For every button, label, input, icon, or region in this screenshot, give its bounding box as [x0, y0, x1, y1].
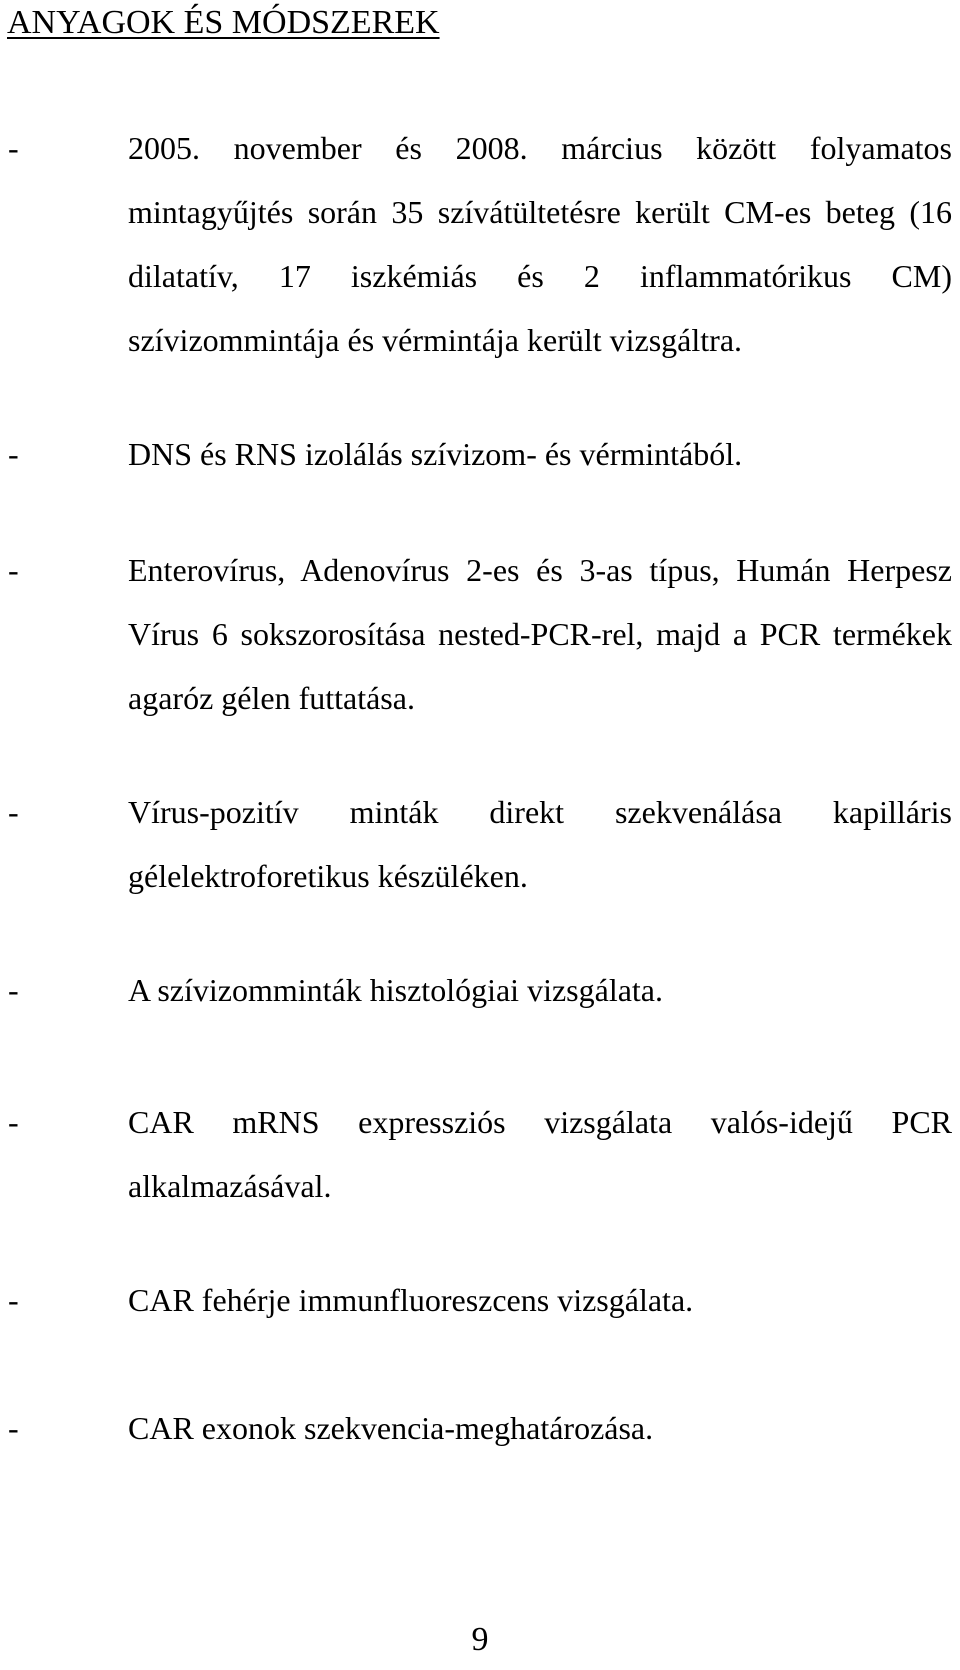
bullet-dash: - [8, 552, 19, 588]
section-heading: ANYAGOK ÉS MÓDSZEREK [7, 4, 440, 41]
list-item-text: A szívizomminták hisztológiai vizsgálata. [128, 972, 663, 1008]
list-item-text: Vírus-pozitív minták direkt szekvenálása kapilláris gélelektroforetikus készüléken. [128, 794, 952, 894]
list-item-text: Enterovírus, Adenovírus 2-es és 3-as típus, Humán Herpesz Vírus 6 sokszorosítása nested-PCR-rel, majd a PCR termékek agaróz gélen futtatása. [128, 552, 952, 716]
bullet-dash: - [8, 1282, 19, 1318]
list-item-text: CAR exonok szekvencia-meghatározása. [128, 1410, 654, 1446]
bullet-dash: - [8, 1410, 19, 1446]
bullet-dash: - [8, 130, 19, 166]
bullet-dash: - [8, 436, 19, 472]
list-item-text: CAR mRNS expressziós vizsgálata valós-idejű PCR alkalmazásával. [128, 1104, 952, 1204]
page-number: 9 [471, 1621, 489, 1658]
list-item-text: 2005. november és 2008. március között folyamatos mintagyűjtés során 35 szívátültetésre került CM-es beteg (16 dilatatív, 17 iszkémiás és 2 inflammatórikus CM) szívizommintája és vérmintája került vizsgáltra. [128, 130, 952, 358]
bullet-dash: - [8, 1104, 19, 1140]
bullet-dash: - [8, 794, 19, 830]
list-item-text: DNS és RNS izolálás szívizom- és vérmintából. [128, 436, 743, 472]
bullet-dash: - [8, 972, 19, 1008]
list-item-text: CAR fehérje immunfluoreszcens vizsgálata. [128, 1282, 694, 1318]
